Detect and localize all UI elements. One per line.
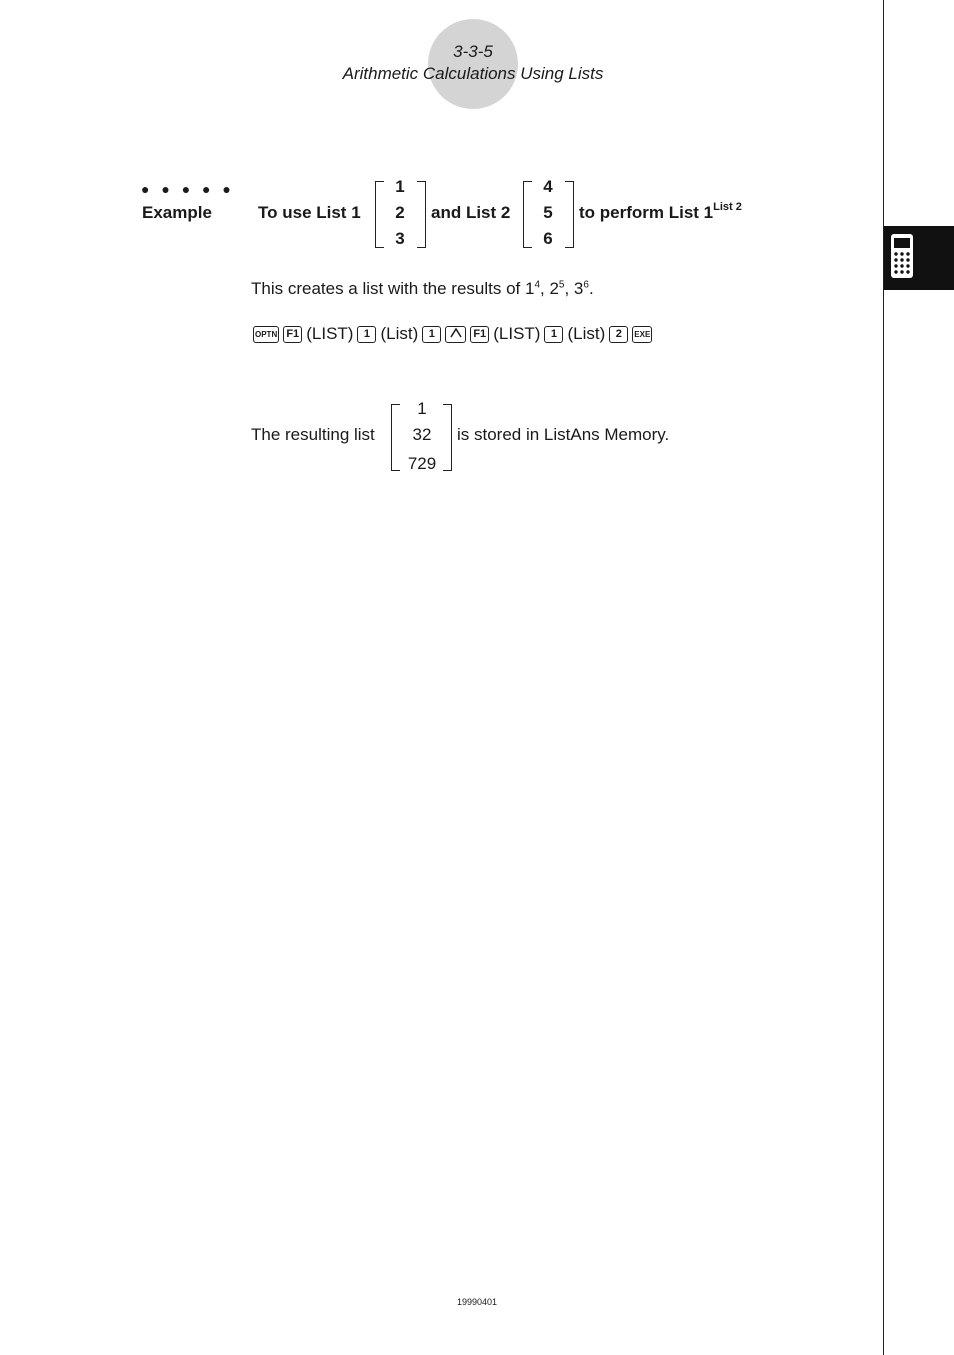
right-margin-rule [883,0,884,1355]
example-label: Example [142,203,212,222]
result-bracket-right [443,404,452,471]
keystroke-sequence [253,324,652,344]
f1-key: F1 [283,326,302,343]
result-suffix: is stored in ListAns Memory. [457,425,670,444]
chapter-tab [884,226,954,290]
result-item: 32 [412,425,432,444]
perform-superscript: List 2 [713,201,742,213]
desc-exp2: 5 [558,279,565,291]
one-key: 1 [357,326,376,343]
list2-item: 5 [543,203,553,222]
list2-bracket-right [565,181,574,248]
list1-bracket-left [375,181,384,248]
f1-key: F1 [470,326,489,343]
perform-text: to perform List 1 [579,203,714,222]
result-prefix: The resulting list [251,425,375,444]
page-number: 3-3-5 [453,42,493,61]
list1-item: 2 [395,203,405,222]
one-key: 1 [544,326,563,343]
example-text-and: and List 2 [431,203,511,222]
calculator-icon [884,226,954,290]
example-text-perform [579,203,742,223]
desc-mid2: , 3 [564,279,584,298]
desc-exp3: 6 [583,279,589,291]
example-text-to-use: To use List 1 [258,203,361,222]
desc-suffix: . [588,279,594,298]
list-upper-label: (LIST) [493,324,541,343]
desc-mid1: , 2 [540,279,559,298]
caret-key [445,326,466,343]
list1-item: 3 [395,229,405,248]
list2-bracket-left [523,181,532,248]
exe-key: EXE [632,326,652,343]
list1-bracket-right [417,181,426,248]
desc-exp1: 4 [534,279,541,291]
one-key: 1 [422,326,441,343]
list2-item: 6 [543,229,553,248]
two-key: 2 [609,326,628,343]
list-lower-label: (List) [380,324,419,343]
result-item: 729 [407,454,437,473]
optn-key: OPTN [253,326,279,343]
list1-item: 1 [395,177,405,196]
result-item: 1 [417,399,427,418]
footer-code: 19990401 [456,1297,498,1307]
desc-prefix: This creates a list with the results of 1 [251,279,535,298]
description-line [251,279,594,299]
list-lower-label: (List) [567,324,606,343]
example-dots: ● ● ● ● ● [141,181,235,197]
list-upper-label: (LIST) [306,324,354,343]
list2-item: 4 [543,177,553,196]
page-title: Arithmetic Calculations Using Lists [342,64,604,83]
caret-icon [449,327,463,339]
